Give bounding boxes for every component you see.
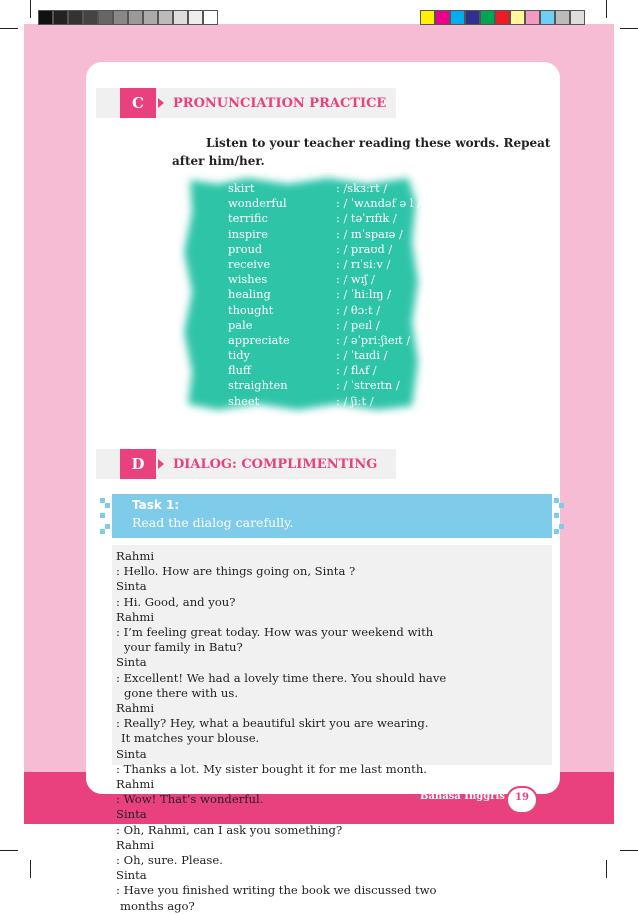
word: fluff: [228, 363, 252, 378]
section-d-letter: D: [120, 449, 156, 479]
book-title: Bahasa Inggris: [420, 791, 505, 802]
word: healing: [228, 287, 271, 302]
word-row: [228, 242, 448, 257]
word-row: [228, 303, 448, 318]
section-c-arrow-icon: [158, 98, 164, 108]
dialog-line: [116, 701, 548, 747]
word-row: [228, 348, 448, 363]
phonetic: : / ʃiːt /: [336, 393, 374, 408]
word: thought: [228, 302, 274, 317]
dialog-line: [116, 807, 548, 837]
word: pale: [228, 317, 253, 332]
dialog-line: [116, 655, 548, 701]
section-c-title: PRONUNCIATION PRACTICE: [173, 96, 387, 111]
speaker: Sinta: [116, 807, 147, 822]
word-row: [228, 363, 448, 378]
speaker: Rahmi: [116, 837, 155, 852]
phonetic: : / wɪʃ /: [336, 272, 375, 287]
word: inspire: [228, 226, 268, 241]
speaker: Rahmi: [116, 701, 155, 716]
word: skirt: [228, 181, 255, 195]
page-frame-left: [24, 24, 86, 804]
section-c-letter: C: [120, 88, 156, 118]
word-row: [228, 287, 448, 302]
word: tidy: [228, 348, 250, 363]
word-row: [228, 318, 448, 333]
speaker: Rahmi: [116, 777, 155, 792]
phonetic: : / ˈhiːlɪŋ /: [336, 287, 391, 302]
word: receive: [228, 256, 271, 271]
dialog-line: [116, 549, 548, 579]
word: sheet: [228, 393, 260, 408]
dialog-line: [116, 579, 548, 609]
utterance: : Have you finished writing the book we discussed two: [116, 883, 437, 898]
speaker: Sinta: [116, 746, 147, 761]
utterance: : Hi. Good, and you?: [116, 594, 236, 609]
word: terrific: [228, 211, 268, 226]
pronunciation-instruction: [172, 134, 552, 170]
word-row: [228, 196, 448, 211]
phonetic: : / peɪl /: [336, 317, 380, 332]
word: proud: [228, 241, 263, 256]
instruction-line-1: Listen to your teacher reading these words. Repeat: [206, 136, 551, 150]
word: wishes: [228, 272, 268, 287]
utterance: : Hello. How are things going on, Sinta ?: [116, 564, 356, 579]
word-row: [228, 378, 448, 393]
phonetic: : /skɜːrt /: [336, 181, 388, 195]
dialog: [116, 549, 548, 914]
utterance: : I’m feeling great today. How was your weekend with: [116, 625, 434, 640]
word-row: [228, 333, 448, 348]
dialog-line: [116, 868, 548, 914]
word: straighten: [228, 378, 288, 393]
phonetic: : / əˈpriːʃieɪt /: [336, 332, 411, 347]
task-instruction: Read the dialog carefully.: [132, 515, 294, 530]
phonetic: : / praʊd /: [336, 241, 393, 256]
dialog-line: [116, 838, 548, 868]
phonetic: : / flʌf /: [336, 363, 377, 378]
utterance-continued: gone there with us.: [124, 685, 239, 700]
phonetic: : / təˈrɪfɪk /: [336, 211, 397, 226]
section-d-arrow-icon: [158, 459, 164, 469]
instruction-line-2: after him/her.: [172, 154, 265, 168]
phonetic: : / ˈtaɪdi /: [336, 348, 388, 363]
page-frame-right: [560, 24, 614, 804]
task-title: Task 1:: [132, 498, 180, 512]
word-row: [228, 181, 448, 196]
section-d-title: DIALOG: COMPLIMENTING: [173, 457, 378, 472]
phonetic: : / ˈstreɪtn /: [336, 378, 400, 393]
utterance-continued: your family in Batu?: [124, 640, 243, 655]
speaker: Rahmi: [116, 609, 155, 624]
word-row: [228, 394, 448, 409]
utterance: : Thanks a lot. My sister bought it for me last month.: [116, 761, 427, 776]
speaker: Rahmi: [116, 549, 155, 563]
utterance-continued: It matches your blouse.: [121, 731, 260, 746]
phonetic: : / rɪˈsiːv /: [336, 256, 391, 271]
utterance: : Oh, sure. Please.: [116, 853, 223, 868]
word: wonderful: [228, 196, 287, 211]
word-row: [228, 211, 448, 226]
utterance: : Oh, Rahmi, can I ask you something?: [116, 822, 343, 837]
utterance: : Wow! That’s wonderful.: [116, 792, 264, 807]
dialog-line: [116, 610, 548, 656]
utterance-continued: months ago?: [120, 898, 195, 913]
dialog-line: [116, 747, 548, 777]
phonetic: : / ɪnˈspaɪə /: [336, 226, 403, 241]
word-list: [228, 181, 448, 409]
speaker: Sinta: [116, 579, 147, 594]
speaker: Sinta: [116, 655, 147, 670]
page-number: 19: [515, 792, 529, 803]
word: appreciate: [228, 332, 290, 347]
phonetic: : / θɔːt /: [336, 302, 381, 317]
phonetic: : / ˈwʌndəf ə l /: [336, 196, 421, 211]
speaker: Sinta: [116, 868, 147, 883]
word-row: [228, 227, 448, 242]
word-row: [228, 272, 448, 287]
utterance: : Really? Hey, what a beautiful skirt you are wearing.: [116, 716, 429, 731]
word-row: [228, 257, 448, 272]
utterance: : Excellent! We had a lovely time there. You should have: [116, 670, 447, 685]
